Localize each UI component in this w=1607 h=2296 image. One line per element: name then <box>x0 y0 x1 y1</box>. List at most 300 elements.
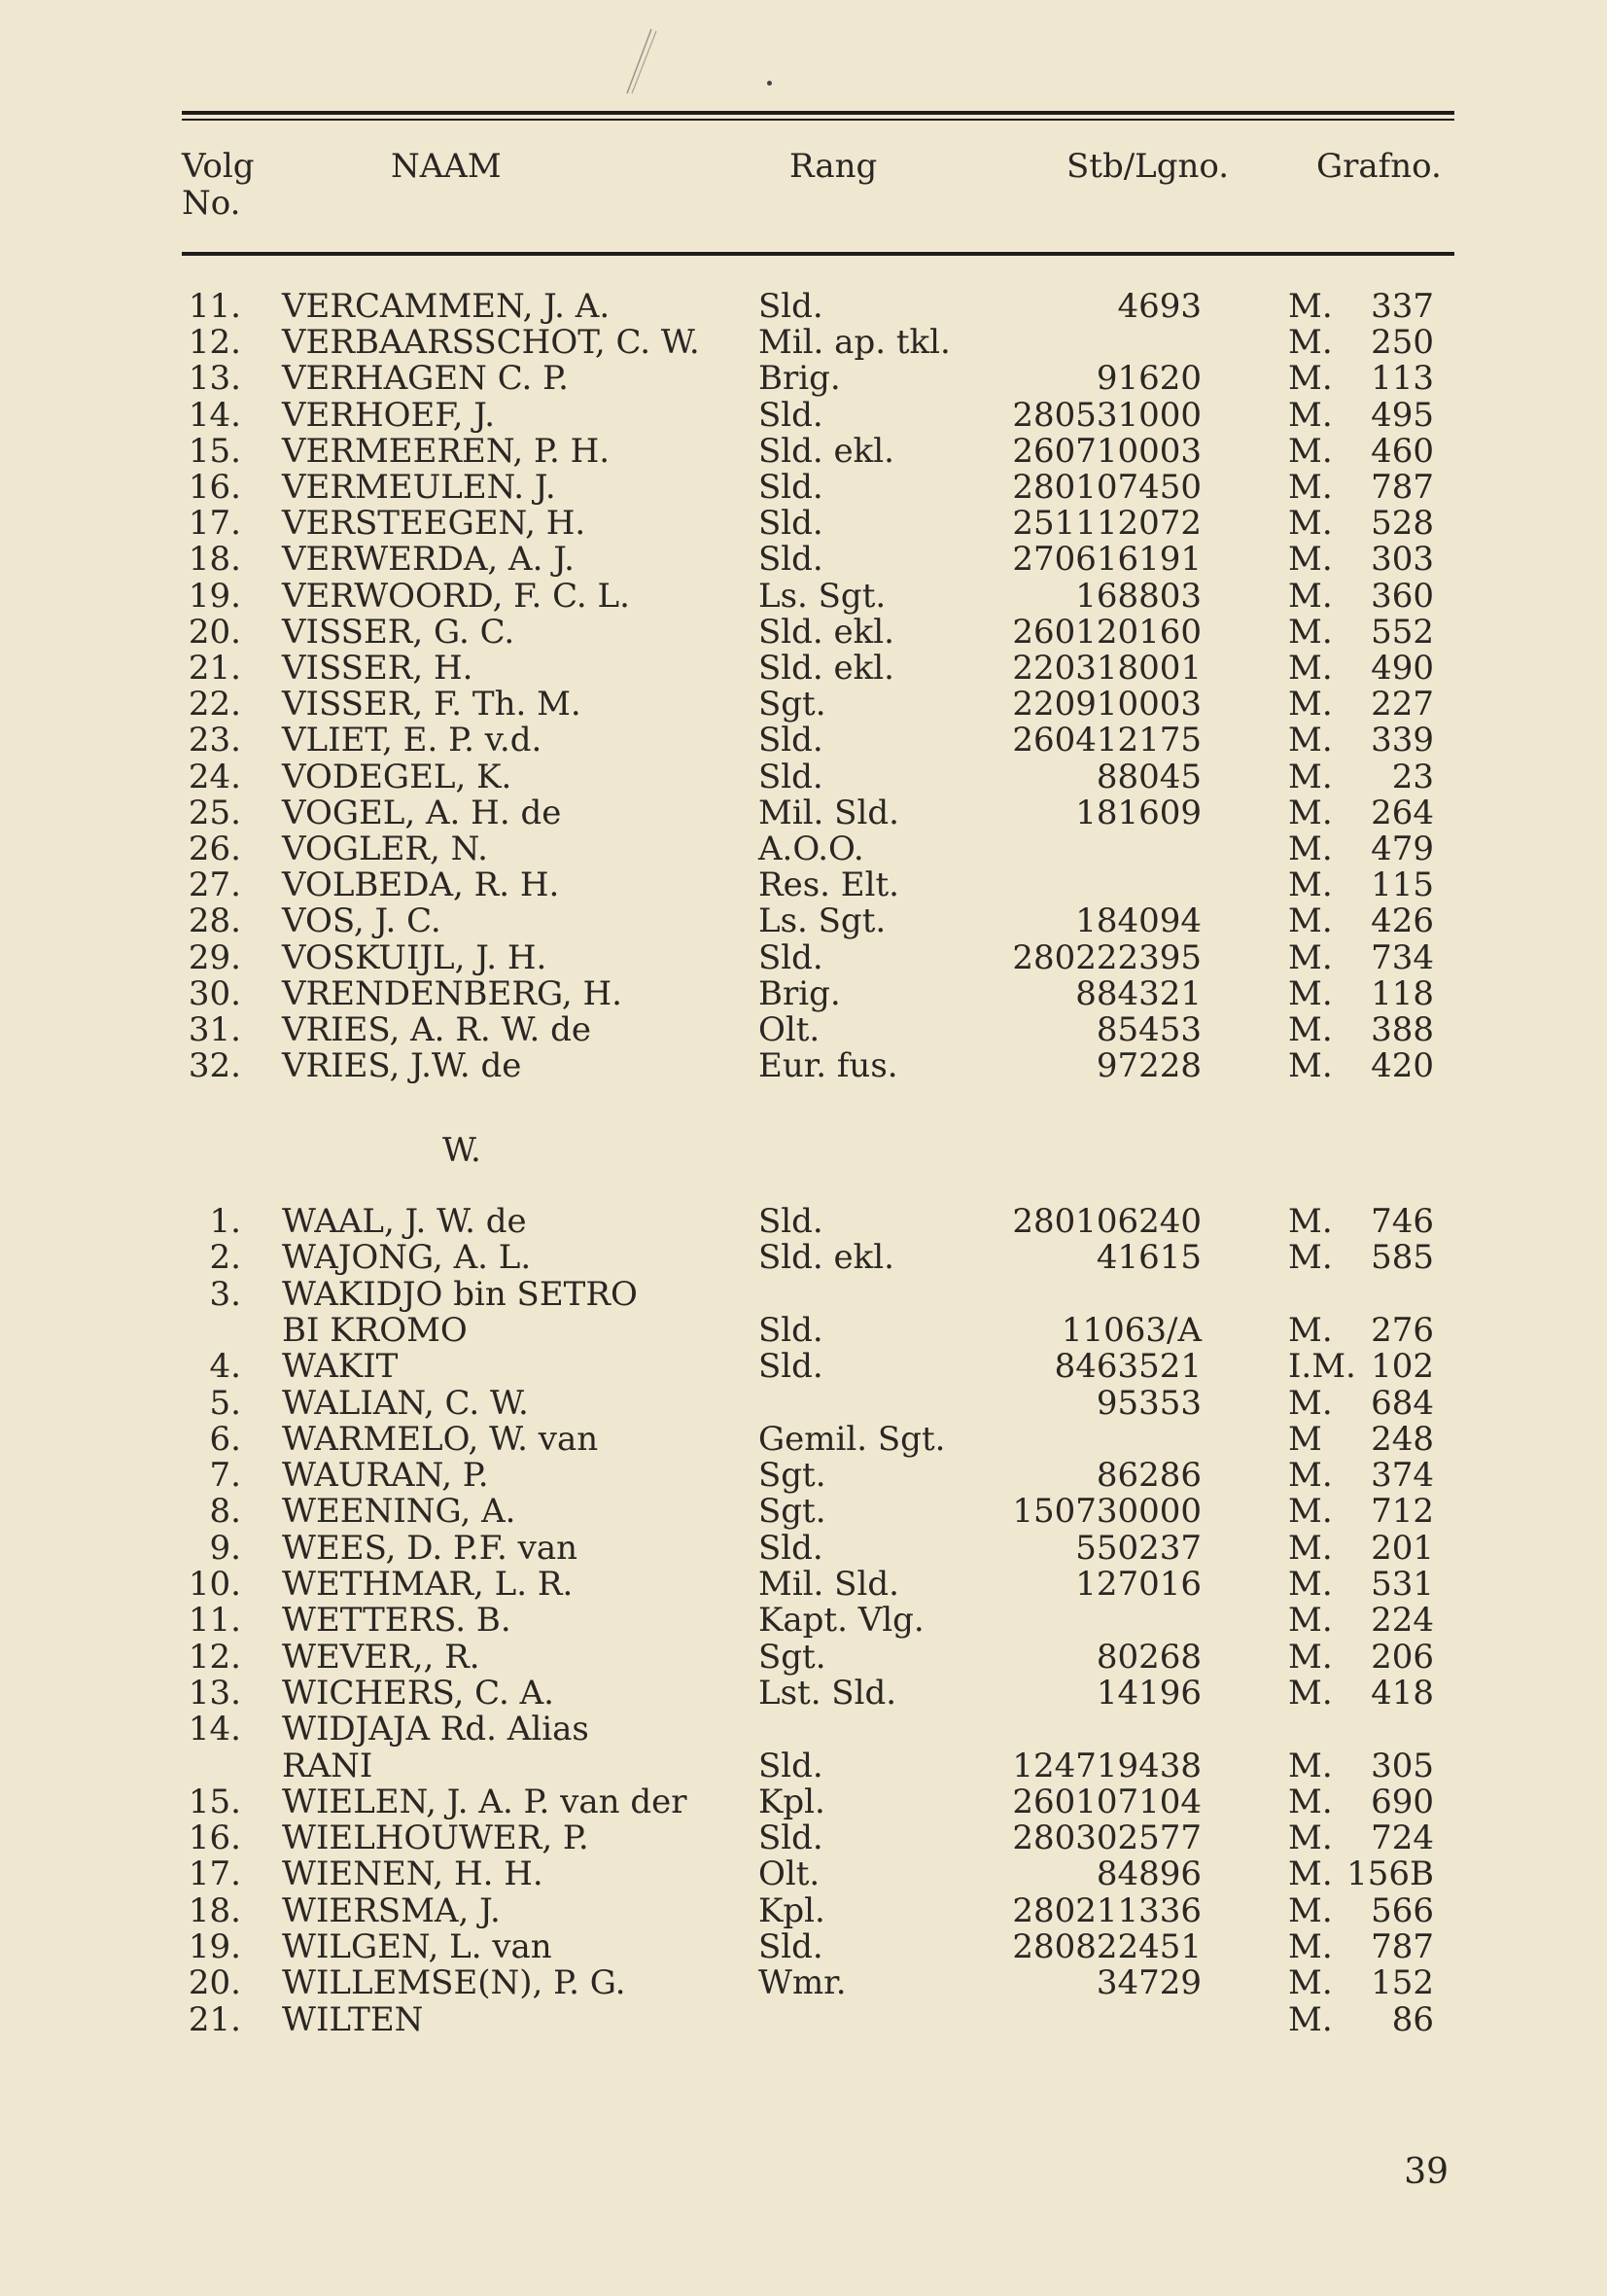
entry-grave-number: 690 <box>1371 1782 1434 1821</box>
entry-grave-number: 418 <box>1371 1673 1434 1713</box>
entry-name: VRIES, J.W. de <box>282 1046 522 1086</box>
entry-rank: Sld. <box>758 721 823 760</box>
entry-name: WETHMAR, L. R. <box>282 1565 574 1604</box>
entry-service-number: 11063/A <box>1061 1310 1202 1350</box>
entry-grave-number: 388 <box>1371 1010 1434 1049</box>
entry-rank: Olt. <box>758 1010 821 1049</box>
entry-cemetery: M. <box>1288 865 1333 905</box>
entry-rank: Sld. <box>758 1927 823 1966</box>
list-item <box>0 324 1607 361</box>
entry-service-number: 220318001 <box>1012 649 1202 688</box>
entry-cemetery: M. <box>1288 1819 1333 1858</box>
entry-rank: Sld. ekl. <box>758 612 894 652</box>
header-grafno: Grafno. <box>1316 147 1442 186</box>
entry-number: 14. <box>188 395 241 435</box>
list-item <box>0 1011 1607 1048</box>
entry-cemetery: M. <box>1288 612 1333 652</box>
entry-cemetery: M. <box>1288 1782 1333 1821</box>
entry-service-number: 4693 <box>1117 287 1202 326</box>
list-item <box>0 505 1607 542</box>
entry-service-number: 41615 <box>1096 1238 1202 1278</box>
entry-service-number: 280107450 <box>1012 468 1202 507</box>
entry-grave-number: 490 <box>1371 649 1434 688</box>
entry-cemetery: M. <box>1288 1637 1333 1677</box>
list-item <box>0 360 1607 397</box>
entry-number: 30. <box>188 973 241 1013</box>
entry-rank: Sld. <box>758 395 823 435</box>
entry-rank: Sld. ekl. <box>758 431 894 471</box>
list-item <box>0 1421 1607 1458</box>
entry-number: 14. <box>188 1710 241 1749</box>
entry-number: 11. <box>188 1601 241 1641</box>
entry-name: WAKIDJO bin SETRO <box>282 1274 638 1314</box>
entry-number: 18. <box>188 540 241 580</box>
entry-grave-number: 115 <box>1371 865 1434 905</box>
entry-grave-number: 531 <box>1371 1565 1434 1604</box>
entry-cemetery: M. <box>1288 830 1333 868</box>
entry-cemetery: M. <box>1288 1046 1333 1086</box>
list-item <box>0 939 1607 976</box>
entry-name: WIENEN, H. H. <box>282 1854 543 1894</box>
entry-rank: A.O.O. <box>758 830 864 868</box>
entry-number: 32. <box>188 1046 241 1086</box>
entry-service-number: 280106240 <box>1012 1202 1202 1241</box>
entry-number: 21. <box>188 649 241 688</box>
entry-service-number: 260107104 <box>1012 1782 1202 1821</box>
entry-grave-number: 337 <box>1371 287 1434 326</box>
entry-service-number: 220910003 <box>1012 685 1202 724</box>
entry-number: 16. <box>188 468 241 507</box>
list-item <box>0 1639 1607 1676</box>
entry-service-number: 280211336 <box>1012 1890 1202 1930</box>
list-item <box>0 2001 1607 2038</box>
entry-service-number: 168803 <box>1075 576 1202 616</box>
entry-name: WAKIT <box>282 1347 399 1387</box>
entry-cemetery: M. <box>1288 1963 1333 2003</box>
entry-rank: Sld. <box>758 1819 823 1858</box>
entry-rank: Sld. <box>758 504 823 544</box>
entry-service-number: 80268 <box>1096 1637 1202 1677</box>
entry-cemetery: M. <box>1288 1854 1333 1894</box>
entry-name: VISSER, G. C. <box>282 612 515 652</box>
entry-number: 1. <box>209 1202 241 1241</box>
entry-name: WAJONG, A. L. <box>282 1238 532 1278</box>
entry-service-number: 280302577 <box>1012 1819 1202 1858</box>
entry-name: WARMELO, W. van <box>282 1419 599 1459</box>
entry-cemetery: M. <box>1288 649 1333 688</box>
entry-rank: Sld. ekl. <box>758 649 894 688</box>
list-item <box>0 1892 1607 1929</box>
entry-grave-number: 552 <box>1371 612 1434 652</box>
entry-number: 19. <box>188 1927 241 1966</box>
entry-number: 28. <box>188 901 241 941</box>
ink-dot <box>767 81 772 86</box>
entry-name: WEVER,, R. <box>282 1637 480 1677</box>
entry-grave-number: 495 <box>1371 395 1434 435</box>
entry-cemetery: M. <box>1288 395 1333 435</box>
entry-number: 24. <box>188 757 241 796</box>
entry-grave-number: 420 <box>1371 1046 1434 1086</box>
entry-grave-number: 426 <box>1371 901 1434 941</box>
entry-name: VERCAMMEN, J. A. <box>282 287 611 326</box>
list-item <box>0 902 1607 939</box>
entry-cemetery: M. <box>1288 540 1333 580</box>
entry-service-number: 34729 <box>1096 1963 1202 2003</box>
entry-rank: Kapt. Vlg. <box>758 1601 925 1641</box>
entry-number: 20. <box>188 1963 241 2003</box>
entry-service-number: 14196 <box>1096 1673 1202 1713</box>
entry-number: 20. <box>188 612 241 652</box>
list-item <box>0 469 1607 506</box>
entry-rank: Sld. ekl. <box>758 1238 894 1278</box>
entry-name: WICHERS, C. A. <box>282 1673 554 1713</box>
entry-rank: Mil. ap. tkl. <box>758 323 951 363</box>
entry-cemetery: M. <box>1288 576 1333 616</box>
list-item <box>0 578 1607 615</box>
entry-grave-number: 724 <box>1371 1819 1434 1858</box>
entry-number: 13. <box>188 359 241 399</box>
entry-number: 10. <box>188 1565 241 1604</box>
entry-name: VOGEL, A. H. de <box>282 793 562 832</box>
entry-grave-number: 227 <box>1371 685 1434 724</box>
entry-name: VERBAARSSCHOT, C. W. <box>282 323 700 363</box>
list-item <box>0 650 1607 687</box>
entry-cemetery: M. <box>1288 1202 1333 1241</box>
entry-name: VISSER, F. Th. M. <box>282 685 581 724</box>
entry-number: 4. <box>209 1347 241 1387</box>
entry-grave-number: 460 <box>1371 431 1434 471</box>
entry-name: WETTERS. B. <box>282 1601 511 1641</box>
entry-service-number: 124719438 <box>1012 1746 1202 1785</box>
entry-service-number: 95353 <box>1096 1383 1202 1423</box>
list-item <box>0 1855 1607 1892</box>
entry-number: 31. <box>188 1010 241 1049</box>
entry-grave-number: 528 <box>1371 504 1434 544</box>
list-item <box>0 830 1607 867</box>
list-item <box>0 722 1607 759</box>
list-item <box>0 1312 1607 1349</box>
entry-number: 9. <box>209 1528 241 1568</box>
header-rang: Rang <box>789 147 878 186</box>
entry-grave-number: 479 <box>1371 830 1434 868</box>
list-item <box>0 1964 1607 2001</box>
entry-number: 29. <box>188 937 241 977</box>
entry-number: 17. <box>188 1854 241 1894</box>
entry-cemetery: M. <box>1288 685 1333 724</box>
entry-grave-number: 206 <box>1371 1637 1434 1677</box>
entry-rank: Gemil. Sgt. <box>758 1419 946 1459</box>
entry-number: 11. <box>188 287 241 326</box>
entry-name: VERWOORD, F. C. L. <box>282 576 630 616</box>
entry-cemetery: M <box>1288 1419 1322 1459</box>
entry-grave-number: 374 <box>1371 1456 1434 1496</box>
entry-number: 15. <box>188 1782 241 1821</box>
entry-service-number: 280222395 <box>1012 937 1202 977</box>
list-item <box>0 975 1607 1012</box>
entry-cemetery: M. <box>1288 793 1333 832</box>
list-item <box>0 759 1607 795</box>
entry-grave-number: 787 <box>1371 1927 1434 1966</box>
entry-number: 12. <box>188 323 241 363</box>
header-volg: Volg <box>182 147 255 186</box>
entry-cemetery: M. <box>1288 973 1333 1013</box>
list-item <box>0 288 1607 325</box>
entry-service-number: 260710003 <box>1012 431 1202 471</box>
entry-name: WIERSMA, J. <box>282 1890 501 1930</box>
entry-grave-number: 303 <box>1371 540 1434 580</box>
entry-name: VERSTEEGEN, H. <box>282 504 586 544</box>
entry-grave-number: 248 <box>1371 1419 1434 1459</box>
entry-grave-number: 305 <box>1371 1746 1434 1785</box>
entry-rank: Sld. <box>758 468 823 507</box>
entry-service-number: 88045 <box>1096 757 1202 796</box>
entry-cemetery: M. <box>1288 1310 1333 1350</box>
entry-grave-number: 113 <box>1371 359 1434 399</box>
entry-rank: Sgt. <box>758 1456 826 1496</box>
entry-number: 22. <box>188 685 241 724</box>
entry-rank: Ls. Sgt. <box>758 901 887 941</box>
entry-service-number: 85453 <box>1096 1010 1202 1049</box>
entry-service-number: 280531000 <box>1012 395 1202 435</box>
entry-service-number: 150730000 <box>1012 1492 1202 1532</box>
entry-name: WIELEN, J. A. P. van der <box>282 1782 687 1821</box>
entry-grave-number: 276 <box>1371 1310 1434 1350</box>
entry-rank: Wmr. <box>758 1963 847 2003</box>
list-item <box>0 1276 1607 1313</box>
entry-rank: Kpl. <box>758 1782 825 1821</box>
entry-cemetery: M. <box>1288 937 1333 977</box>
entry-name: VERWERDA, A. J. <box>282 540 575 580</box>
list-item <box>0 614 1607 651</box>
entry-rank: Brig. <box>758 973 841 1013</box>
list-item <box>0 1457 1607 1494</box>
entry-name: VOLBEDA, R. H. <box>282 865 560 905</box>
entry-name: VOS, J. C. <box>282 901 441 941</box>
entry-rank: Mil. Sld. <box>758 1565 899 1604</box>
entry-rank: Brig. <box>758 359 841 399</box>
list-item <box>0 1928 1607 1965</box>
entry-number: 12. <box>188 1637 241 1677</box>
entry-rank: Sld. <box>758 1746 823 1785</box>
entry-service-number: 251112072 <box>1012 504 1202 544</box>
list-item <box>0 1711 1607 1748</box>
entry-cemetery: M. <box>1288 1010 1333 1049</box>
entry-cemetery: M. <box>1288 1601 1333 1641</box>
entry-number: 6. <box>209 1419 241 1459</box>
entry-number: 15. <box>188 431 241 471</box>
entry-cemetery: M. <box>1288 1492 1333 1532</box>
entry-rank: Sld. <box>758 1202 823 1241</box>
entry-grave-number: 684 <box>1371 1383 1434 1423</box>
header-top-rule-thin <box>182 119 1454 121</box>
entry-service-number: 181609 <box>1075 793 1202 832</box>
entry-service-number: 91620 <box>1096 359 1202 399</box>
list-item <box>0 397 1607 434</box>
entry-service-number: 260412175 <box>1012 721 1202 760</box>
entry-rank: Sld. <box>758 540 823 580</box>
header-no: No. <box>182 184 241 223</box>
entry-grave-number: 152 <box>1371 1963 1434 2003</box>
entry-service-number: 550237 <box>1075 1528 1202 1568</box>
entry-number: 5. <box>209 1383 241 1423</box>
section-heading-w: W. <box>442 1131 481 1170</box>
entry-cemetery: M. <box>1288 323 1333 363</box>
list-item <box>0 866 1607 903</box>
entry-rank: Sld. <box>758 937 823 977</box>
entry-service-number: 280822451 <box>1012 1927 1202 1966</box>
entry-name: VERHOEF, J. <box>282 395 496 435</box>
entry-cemetery: M. <box>1288 1890 1333 1930</box>
list-item <box>0 1203 1607 1240</box>
list-item <box>0 433 1607 470</box>
entry-name: BI KROMO <box>282 1310 468 1350</box>
entry-grave-number: 224 <box>1371 1601 1434 1641</box>
entry-rank: Eur. fus. <box>758 1046 898 1086</box>
entry-rank: Sgt. <box>758 1637 826 1677</box>
entry-rank: Olt. <box>758 1854 821 1894</box>
entry-cemetery: M. <box>1288 901 1333 941</box>
entry-number: 26. <box>188 830 241 868</box>
list-item <box>0 1566 1607 1603</box>
header-naam: NAAM <box>391 147 502 186</box>
entry-number: 13. <box>188 1673 241 1713</box>
header-top-rule <box>182 111 1454 115</box>
entry-cemetery: M. <box>1288 757 1333 796</box>
header-bottom-rule <box>182 252 1454 256</box>
entry-name: VERHAGEN C. P. <box>282 359 569 399</box>
entry-name: WIDJAJA Rd. Alias <box>282 1710 589 1749</box>
entry-rank: Sgt. <box>758 685 826 724</box>
entry-cemetery: M. <box>1288 1565 1333 1604</box>
entry-grave-number: 787 <box>1371 468 1434 507</box>
entry-cemetery: M. <box>1288 1999 1333 2039</box>
entry-cemetery: M. <box>1288 1383 1333 1423</box>
entry-rank: Sld. <box>758 757 823 796</box>
list-item <box>0 1748 1607 1784</box>
entry-rank: Lst. Sld. <box>758 1673 897 1713</box>
entry-grave-number: 734 <box>1371 937 1434 977</box>
entry-cemetery: M. <box>1288 1238 1333 1278</box>
entry-name: WEES, D. P.F. van <box>282 1528 578 1568</box>
list-item <box>0 1819 1607 1856</box>
entry-number: 8. <box>209 1492 241 1532</box>
entry-service-number: 184094 <box>1075 901 1202 941</box>
list-item <box>0 1675 1607 1712</box>
entry-rank: Mil. Sld. <box>758 793 899 832</box>
entry-name: VERMEEREN, P. H. <box>282 431 611 471</box>
entry-name: VERMEULEN. J. <box>282 468 556 507</box>
entry-grave-number: 156B <box>1346 1854 1434 1894</box>
entry-cemetery: I.M. <box>1288 1347 1356 1387</box>
entry-name: WAAL, J. W. de <box>282 1202 527 1241</box>
list-item <box>0 1784 1607 1820</box>
entry-name: WIELHOUWER, P. <box>282 1819 589 1858</box>
entry-name: RANI <box>282 1746 373 1785</box>
list-item <box>0 1530 1607 1567</box>
list-item <box>0 541 1607 578</box>
header-stb: Stb/Lgno. <box>1066 147 1230 186</box>
entry-rank: Sld. <box>758 1528 823 1568</box>
entry-rank: Res. Elt. <box>758 865 899 905</box>
entry-number: 16. <box>188 1819 241 1858</box>
entry-name: WAURAN, P. <box>282 1456 489 1496</box>
entry-cemetery: M. <box>1288 1456 1333 1496</box>
entry-name: WILTEN <box>282 1999 424 2039</box>
entry-grave-number: 264 <box>1371 793 1434 832</box>
pencil-mark <box>619 27 658 95</box>
entry-service-number: 97228 <box>1096 1046 1202 1086</box>
entry-rank: Sgt. <box>758 1492 826 1532</box>
entry-cemetery: M. <box>1288 1927 1333 1966</box>
entry-grave-number: 566 <box>1371 1890 1434 1930</box>
entry-cemetery: M. <box>1288 1746 1333 1785</box>
entry-number: 7. <box>209 1456 241 1496</box>
entry-rank: Kpl. <box>758 1890 825 1930</box>
entry-rank: Sld. <box>758 1310 823 1350</box>
entry-name: VISSER, H. <box>282 649 473 688</box>
list-item <box>0 795 1607 831</box>
entry-grave-number: 250 <box>1371 323 1434 363</box>
entry-service-number: 127016 <box>1075 1565 1202 1604</box>
entry-name: VODEGEL, K. <box>282 757 512 796</box>
entry-cemetery: M. <box>1288 468 1333 507</box>
entry-number: 3. <box>209 1274 241 1314</box>
list-item <box>0 1385 1607 1422</box>
list-item <box>0 1348 1607 1385</box>
entry-service-number: 86286 <box>1096 1456 1202 1496</box>
entry-name: VRIES, A. R. W. de <box>282 1010 591 1049</box>
list-item <box>0 1602 1607 1639</box>
entry-number: 17. <box>188 504 241 544</box>
entry-name: WILLEMSE(N), P. G. <box>282 1963 626 2003</box>
entry-service-number: 260120160 <box>1012 612 1202 652</box>
entry-grave-number: 201 <box>1371 1528 1434 1568</box>
entry-rank: Sld. <box>758 287 823 326</box>
list-item <box>0 686 1607 723</box>
entry-grave-number: 585 <box>1371 1238 1434 1278</box>
list-item <box>0 1047 1607 1084</box>
entry-number: 25. <box>188 793 241 832</box>
entry-cemetery: M. <box>1288 431 1333 471</box>
entry-grave-number: 339 <box>1371 721 1434 760</box>
entry-number: 18. <box>188 1890 241 1930</box>
entry-number: 21. <box>188 1999 241 2039</box>
entry-grave-number: 102 <box>1371 1347 1434 1387</box>
entry-cemetery: M. <box>1288 721 1333 760</box>
entry-number: 2. <box>209 1238 241 1278</box>
entry-grave-number: 118 <box>1371 973 1434 1013</box>
entry-rank: Sld. <box>758 1347 823 1387</box>
entry-service-number: 8463521 <box>1054 1347 1202 1387</box>
entry-name: VOGLER, N. <box>282 830 488 868</box>
entry-grave-number: 746 <box>1371 1202 1434 1241</box>
entry-grave-number: 23 <box>1391 757 1434 796</box>
page-number: 39 <box>1404 2152 1449 2192</box>
entry-name: VOSKUIJL, J. H. <box>282 937 547 977</box>
entry-cemetery: M. <box>1288 504 1333 544</box>
entry-cemetery: M. <box>1288 359 1333 399</box>
entry-name: VLIET, E. P. v.d. <box>282 721 542 760</box>
entry-number: 19. <box>188 576 241 616</box>
entry-cemetery: M. <box>1288 287 1333 326</box>
entry-service-number: 84896 <box>1096 1854 1202 1894</box>
list-item <box>0 1493 1607 1530</box>
entry-name: VRENDENBERG, H. <box>282 973 622 1013</box>
entry-grave-number: 712 <box>1371 1492 1434 1532</box>
entry-name: WALIAN, C. W. <box>282 1383 529 1423</box>
entry-grave-number: 86 <box>1391 1999 1434 2039</box>
entry-number: 27. <box>188 865 241 905</box>
